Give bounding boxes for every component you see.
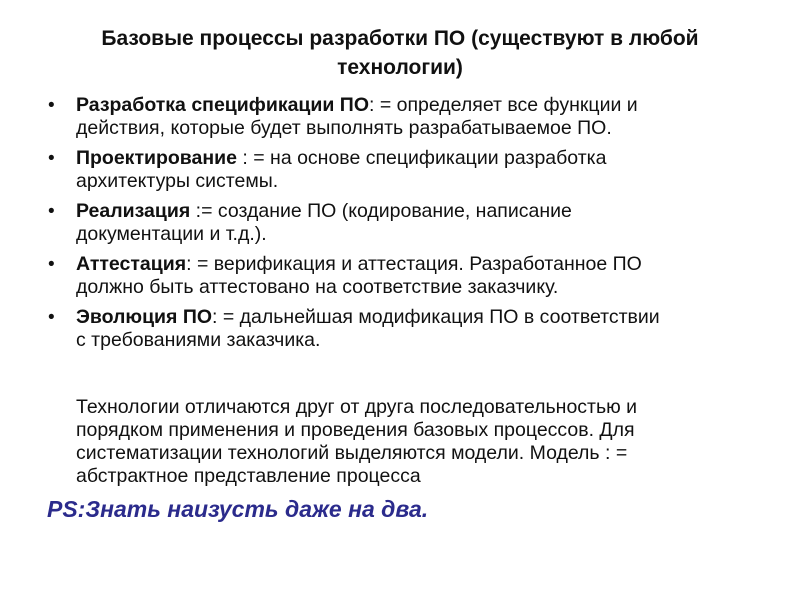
slide-title [0,24,800,82]
definition-part-1: : = на основе спецификации разработка [237,147,607,169]
list-item-attestation [46,253,766,299]
definition-part-2: должно быть аттестовано на соответствие заказчику. [76,276,559,298]
list-item-design [46,147,766,193]
definition-part-1: : = верификация и аттестация. Разработанное ПО [186,253,642,275]
list-item-implementation [46,200,766,246]
term-attestation: Аттестация [76,253,187,275]
bullet-icon: • [48,307,55,328]
definition-part-2: действия, которые будет выполнять разрабатываемое ПО. [76,117,612,139]
bullet-icon: • [48,95,55,116]
postscript: PS:Знать наизусть даже на два. [47,496,429,522]
note-line-2: порядком применения и проведения базовых процессов. Для [76,419,635,441]
bullet-icon: • [48,254,55,275]
note-line-3: систематизации технологий выделяются модели. Модель : = [76,442,628,464]
list-item-specification [46,94,766,140]
definition-part-1: : = определяет все функции и [369,94,638,116]
term-specification: Разработка спецификации ПО [76,94,369,116]
bullet-icon: • [48,148,55,169]
list-item-evolution [46,306,766,352]
definition-part-2: с требованиями заказчика. [76,329,321,351]
technology-note [76,396,776,488]
title-line-1: Базовые процессы разработки ПО (существуют в любой [101,27,699,50]
term-evolution: Эволюция ПО [76,306,213,328]
term-implementation: Реализация [76,200,191,222]
bullet-icon: • [48,201,55,222]
process-list [46,94,766,359]
term-design: Проектирование [76,147,237,169]
definition-part-2: архитектуры системы. [76,170,279,192]
definition-part-2: документации и т.д.). [76,223,267,245]
title-line-2: технологии) [337,56,463,79]
note-line-4: абстрактное представление процесса [76,465,421,487]
note-line-1: Технологии отличаются друг от друга последовательностью и [76,396,638,418]
definition-part-1: : = дальнейшая модификация ПО в соответствии [212,306,660,328]
definition-part-1: := создание ПО (кодирование, написание [190,200,572,222]
